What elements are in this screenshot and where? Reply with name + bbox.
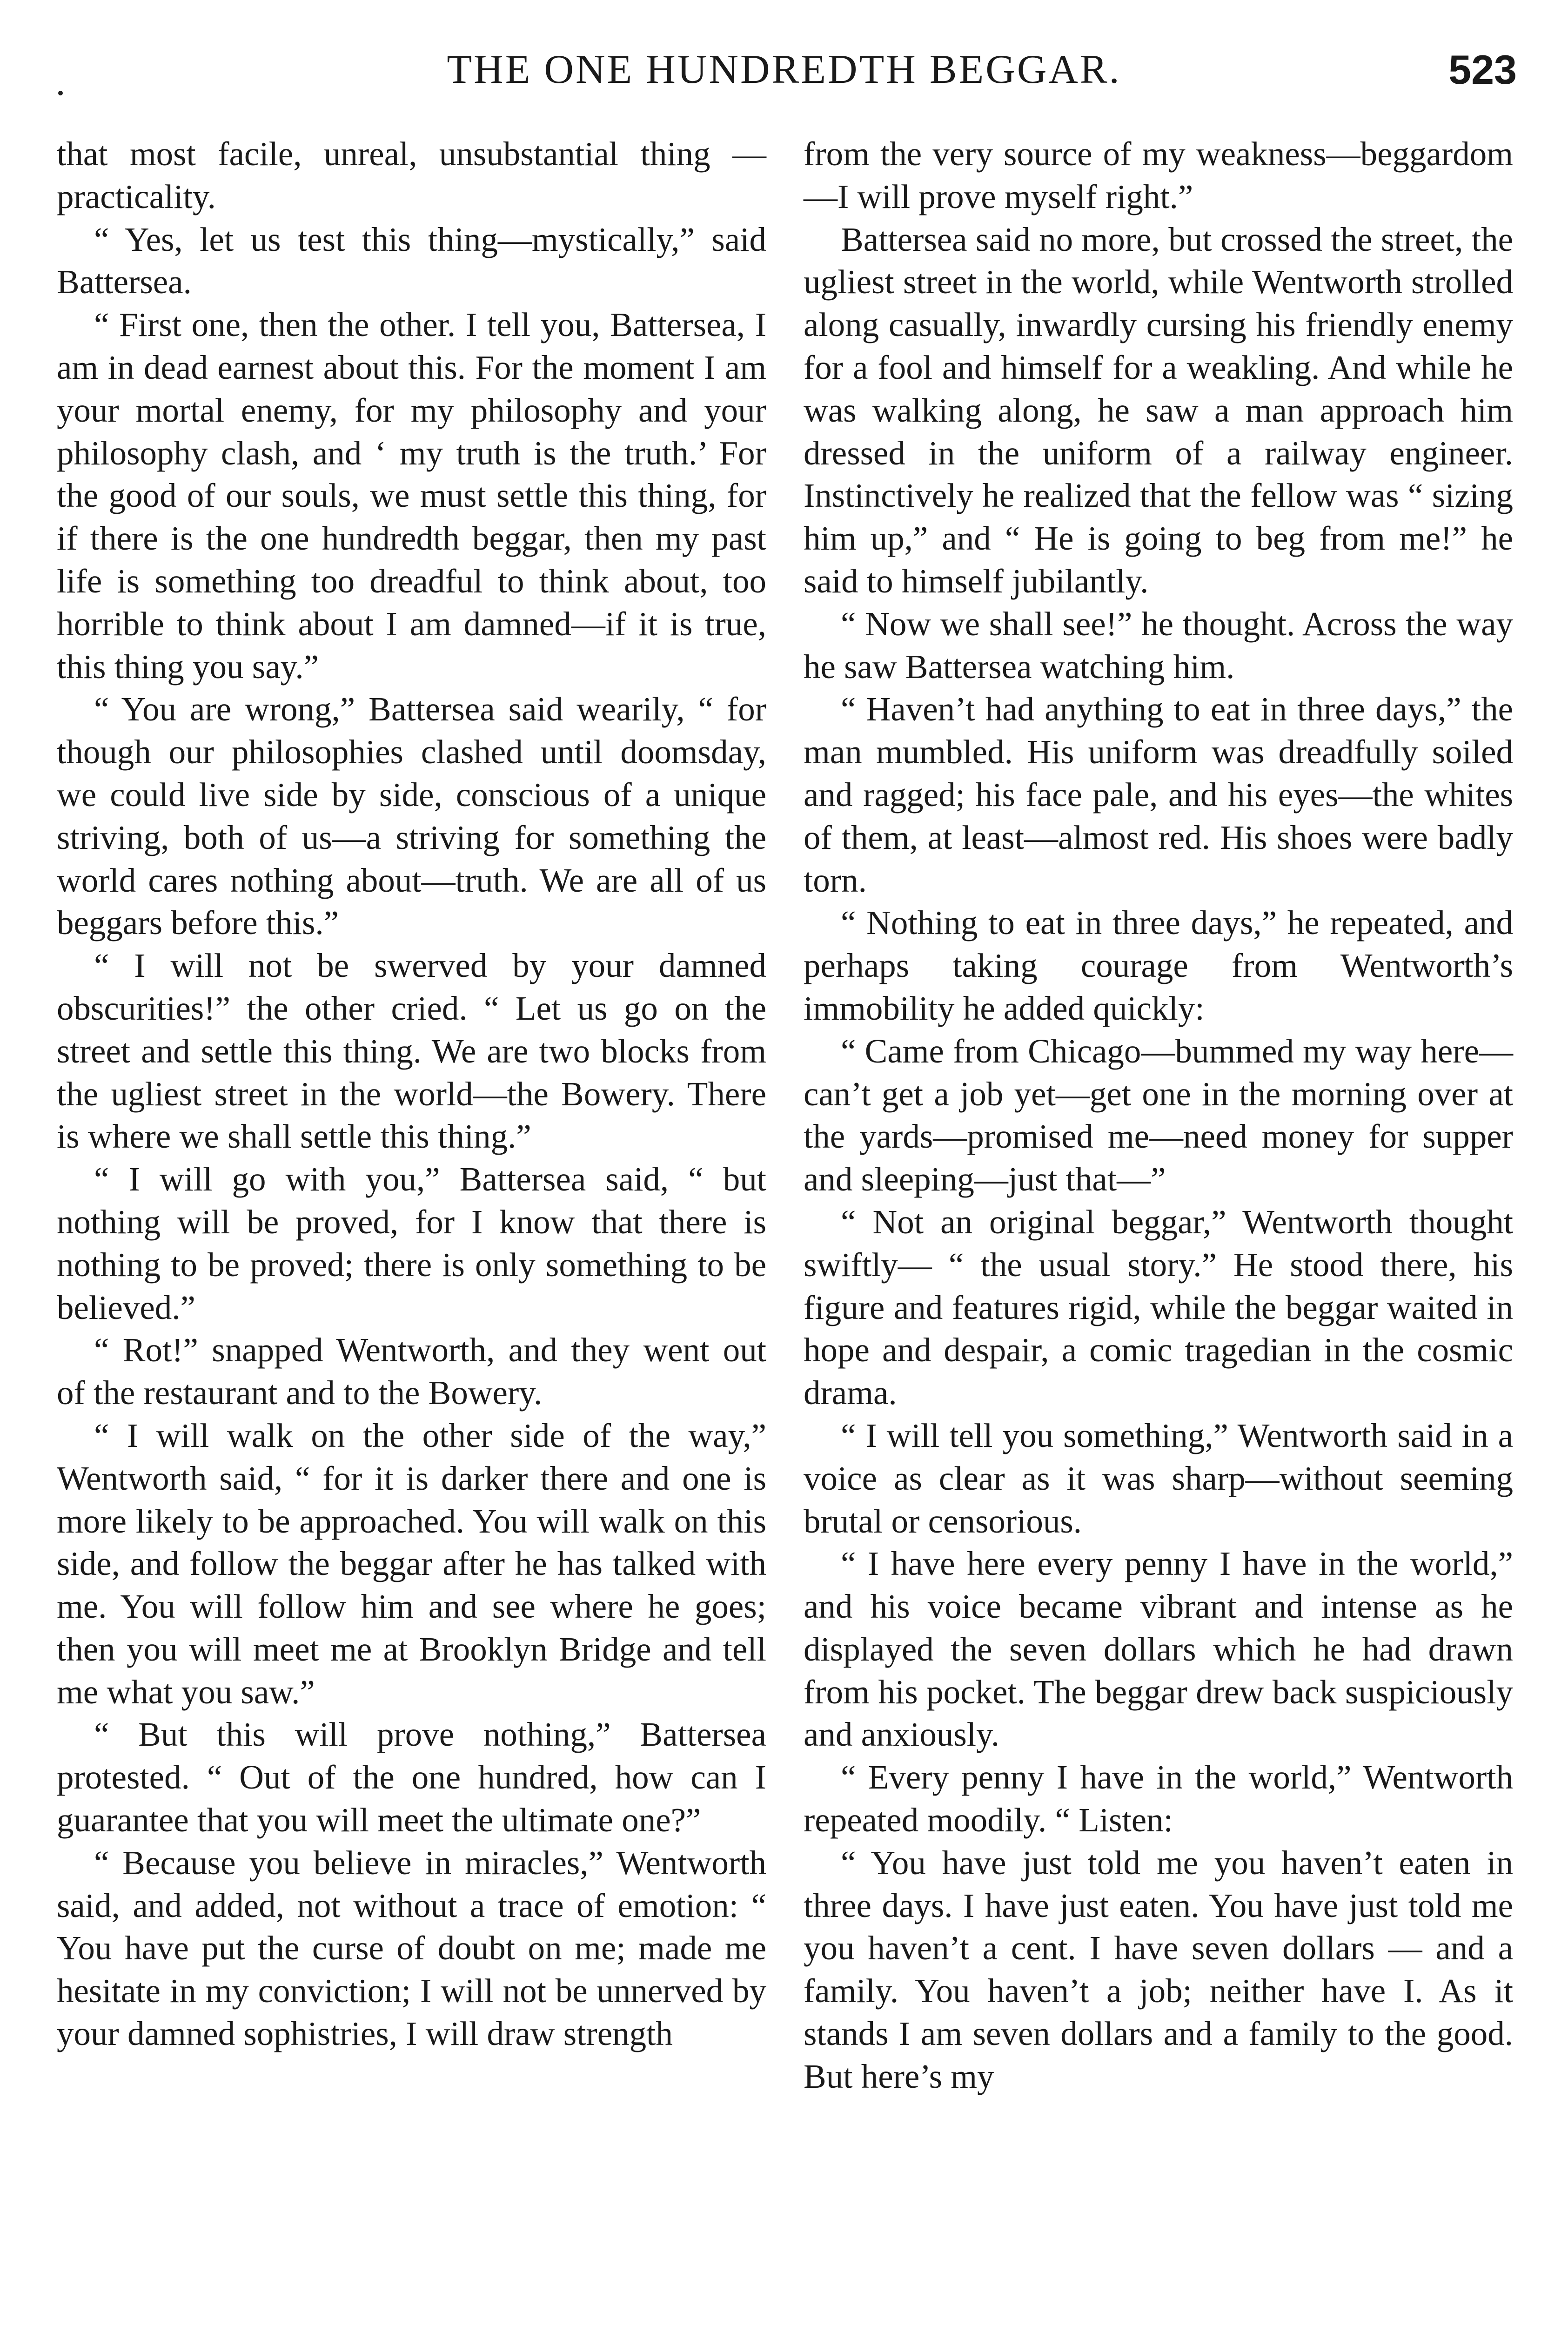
paragraph: “ I will not be swerved by your damned obscurities!” the other cried. “ Let us go on the street and settle this thing. We are two blocks from the ugliest street in the world—the Bowery. There is where we shall settle this thing.”	[57, 947, 766, 1156]
page-header	[0, 44, 1568, 95]
paragraph: from the very source of my weakness—beggardom—I will prove myself right.”	[804, 135, 1513, 215]
paragraph: “ Rot!” snapped Wentworth, and they went out of the restaurant and to the Bowery.	[57, 1331, 766, 1412]
paragraph: “ Because you believe in miracles,” Wentworth said, and added, not without a trace of emotion: “ You have put the curse of doubt on me; made me hesitate in my conviction; I will not be unnerved by your damned sophistries, I will draw strength	[57, 1843, 766, 2053]
paragraph: “ Every penny I have in the world,” Wentworth repeated moodily. “ Listen:	[804, 1758, 1513, 1839]
page-number: 523	[1448, 47, 1517, 93]
paragraph: “ You are wrong,” Battersea said wearily, “ for though our philosophies clashed until doomsday, we could live side by side, conscious of a unique striving, both of us—a striving for something the world cares nothing about—truth. We are all of us beggars before this.”	[57, 690, 766, 942]
paragraph: “ Haven’t had anything to eat in three days,” the man mumbled. His uniform was dreadfully soiled and ragged; his face pale, and his eyes—the whites of them, at least—almost red. His shoes were badly torn.	[804, 690, 1513, 899]
paragraph: “ Now we shall see!” he thought. Across the way he saw Battersea watching him.	[804, 605, 1513, 686]
paragraph: “ Not an original beggar,” Wentworth thought swiftly— “ the usual story.” He stood there, his figure and features rigid, while the beggar waited in hope and despair, a comic tragedian in the cosmic drama.	[804, 1203, 1513, 1412]
paragraph: Battersea said no more, but crossed the street, the ugliest street in the world, while Wentworth strolled along casually, inwardly cursing his friendly enemy for a fool and himself for a weakling. And while he was walking along, he saw a man approach him dressed in the uniform of a railway engineer. Instinctively he realized that the fellow was “ sizing him up,” and “ He is going to beg from me!” he said to himself jubilantly.	[804, 220, 1513, 600]
paragraph: “ Nothing to eat in three days,” he repeated, and perhaps taking courage from Wentworth’s immobility he added quickly:	[804, 904, 1513, 1027]
paragraph: “ Came from Chicago—bummed my way here—can’t get a job yet—get one in the morning over at the yards—promised me—need money for supper and sleeping—just that—”	[804, 1032, 1513, 1198]
left-column	[57, 133, 766, 2055]
paragraph: “ First one, then the other. I tell you, Battersea, I am in dead earnest about this. For the moment I am your mortal enemy, for my philosophy and your philosophy clash, and ‘ my truth is the truth.’ For the good of our souls, we must settle this thing, for if there is the one hundredth beggar, then my past life is something too dreadful to think about, too horrible to think about I am damned—if it is true, this thing you say.”	[57, 306, 766, 686]
paragraph: “ You have just told me you haven’t eaten in three days. I have just eaten. You have just told me you haven’t a cent. I have seven dollars — and a family. You haven’t a job; neither have I. As it stands I am seven dollars and a family to the good. But here’s my	[804, 1843, 1513, 2095]
paragraph: that most facile, unreal, unsubstantial thing —practicality.	[57, 135, 766, 215]
paragraph: “ I will walk on the other side of the way,” Wentworth said, “ for it is darker there and one is more likely to be approached. You will walk on this side, and follow the beggar after he has talked with me. You will follow him and see where he goes; then you will meet me at Brooklyn Bridge and tell me what you saw.”	[57, 1416, 766, 1711]
right-column	[804, 133, 1513, 2098]
paragraph: “ But this will prove nothing,” Battersea protested. “ Out of the one hundred, how can I guarantee that you will meet the ultimate one?”	[57, 1715, 766, 1839]
paragraph: “ I will go with you,” Battersea said, “ but nothing will be proved, for I know that there is nothing to be proved; there is only something to be believed.”	[57, 1160, 766, 1326]
paragraph: “ I have here every penny I have in the world,” and his voice became vibrant and intense as he displayed the seven dollars which he had drawn from his pocket. The beggar drew back suspiciously and anxiously.	[804, 1545, 1513, 1754]
running-title: THE ONE HUNDREDTH BEGGAR.	[447, 47, 1121, 92]
paragraph: “ Yes, let us test this thing—mystically,” said Battersea.	[57, 220, 766, 301]
paragraph: “ I will tell you something,” Wentworth said in a voice as clear as it was sharp—without seeming brutal or censorious.	[804, 1416, 1513, 1540]
